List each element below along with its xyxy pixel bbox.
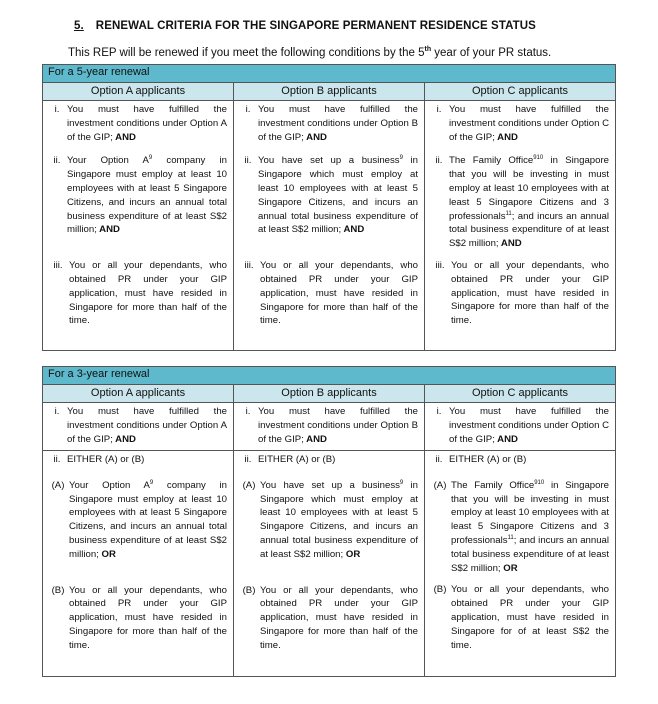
criterion-item: i. You must have fulfilled the investment conditions under Option C of the GIP; AND bbox=[436, 104, 609, 143]
option-a-criterion-ii: ii. EITHER (A) or (B) (A) Your Option $A^9$ company in Singapore must employ at least 10 employees with at least 5 Singapore Citizens, and incurs an annual total business expenditure of at least S$2 million; OR (B) You or all your dependants, who obtained PR under your GIP application, must have resided in Singapore for more than half of the time. bbox=[43, 451, 234, 677]
option-c-criterion-ii: ii. EITHER (A) or (B) (A) The Family Office$^{910}$ in Singapore that you will be investing in must employ at least 10 employees with at least 5 Singapore Citizens and 3 professionals$^{11}$; and incurs an annual total business expenditure of at least S$2 million; OR (B) You or all your dependants, who obtained PR under your GIP application, must have resided in Singapore for of at least S$2 the time. bbox=[425, 451, 616, 677]
criterion-item: ii. The Family Office$^{910}$ in Singapore that you will be investing in must employ at least 10 employees with at least 5 Singapore Citizens and 3 professionals$^{11}$; and incurs an annual total business expenditure of at least S$2 million; AND bbox=[435, 155, 609, 250]
intro-text: This REP will be renewed if you meet the following conditions by the 5th year of your PR status. bbox=[68, 46, 552, 59]
option-b-criterion-i: i. You must have fulfilled the investment conditions under Option B of the GIP; AND bbox=[234, 403, 425, 451]
column-header-option-b: Option B applicants bbox=[234, 83, 425, 101]
section-number: 5. bbox=[74, 20, 84, 32]
option-c-criteria bbox=[425, 101, 616, 351]
option-b-criteria bbox=[234, 101, 425, 351]
option-b-criterion-ii: ii. EITHER (A) or (B) (A) You have set up a business$^9$ in Singapore which must employ at least 10 employees with at least 5 Singapore Citizens, and incurs an annual total business expenditure of at least S$2 million; OR (B) You or all your dependants, who obtained PR under your GIP application, must have resided in Singapore for more than half of the time. bbox=[234, 451, 425, 677]
option-c-criterion-i: i. You must have fulfilled the investment conditions under Option C of the GIP; AND bbox=[425, 403, 616, 451]
column-header-option-c: Option C applicants bbox=[425, 83, 616, 101]
three-year-renewal-table bbox=[42, 366, 616, 677]
column-header-option-a: Option A applicants bbox=[43, 385, 234, 403]
section-heading bbox=[74, 20, 536, 32]
criterion-item: i. You must have fulfilled the investment conditions under Option B of the GIP; AND bbox=[245, 104, 418, 143]
column-header-option-a: Option A applicants bbox=[43, 83, 234, 101]
column-header-option-b: Option B applicants bbox=[234, 385, 425, 403]
criterion-item: iii. You or all your dependants, who obtained PR under your GIP application, must have resided in Singapore for more than half of the time. bbox=[435, 259, 609, 327]
criterion-item: i. You must have fulfilled the investment conditions under Option A of the GIP; AND bbox=[54, 104, 227, 143]
option-a-criteria bbox=[43, 101, 234, 351]
renewal-label: For a 3-year renewal bbox=[43, 367, 616, 385]
five-year-renewal-table bbox=[42, 64, 616, 351]
criterion-item: iii. You or all your dependants, who obtained PR under your GIP application, must have resided in Singapore for more than half of the time. bbox=[244, 260, 418, 327]
criterion-item: ii. Your Option $A^9$ company in Singapore must employ at least 10 employees with at least 5 Singapore Citizens, and incurs an annual total business expenditure of at least S$2 million; AND bbox=[53, 155, 227, 236]
renewal-label: For a 5-year renewal bbox=[43, 65, 616, 83]
option-a-criterion-i: i. You must have fulfilled the investment conditions under Option A of the GIP; AND bbox=[43, 403, 234, 451]
criterion-item: ii. You have set up a business$^9$ in Singapore which must employ at least 10 employees with at least 5 Singapore Citizens, and incurs an annual total business expenditure of at least S$2 million; AND bbox=[244, 155, 418, 236]
column-header-option-c: Option C applicants bbox=[425, 385, 616, 403]
section-title: RENEWAL CRITERIA FOR THE SINGAPORE PERMANENT RESIDENCE STATUS bbox=[95, 20, 536, 32]
criterion-item: iii. You or all your dependants, who obtained PR under your GIP application, must have resided in Singapore for more than half of the time. bbox=[53, 260, 227, 327]
